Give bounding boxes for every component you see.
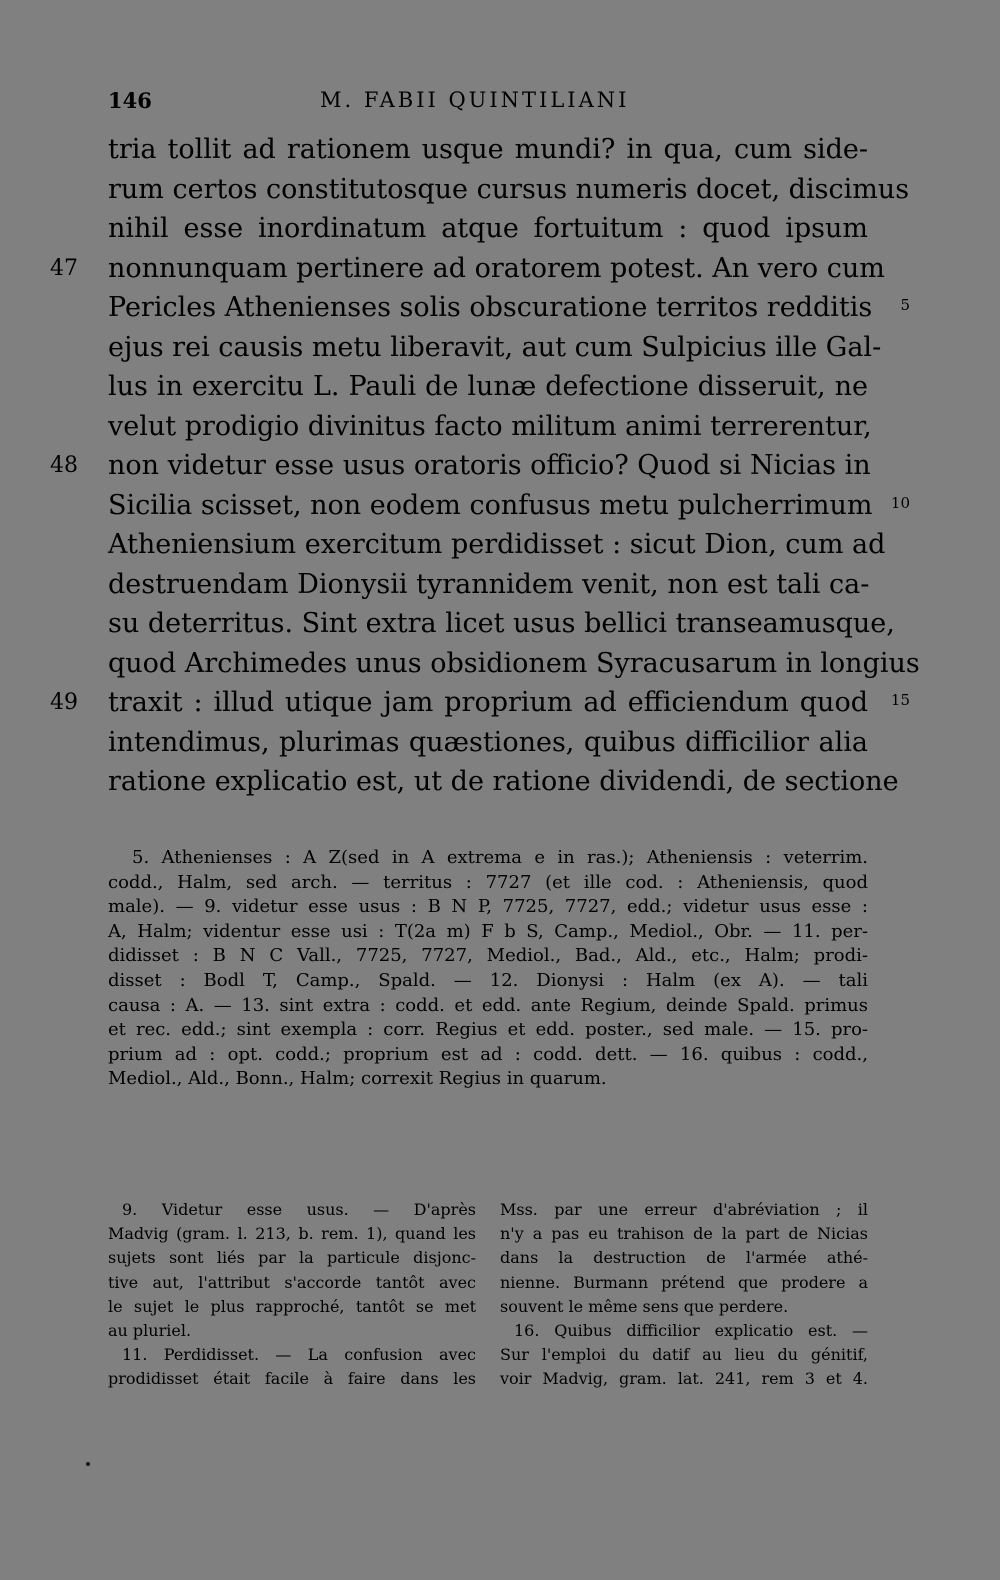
text-line: [108, 486, 910, 526]
running-header: [108, 88, 868, 118]
text-line: [108, 762, 899, 802]
text-line: [108, 565, 868, 605]
note-line: 16. Quibus difficilior explicatio est. —: [514, 1320, 868, 1340]
note-line: souvent le même sens que perdere.: [500, 1296, 789, 1316]
apparatus-line: A, Halm; videntur esse usi : T(2a m) F b S, Camp., Mediol., Obr. — 11. per-: [108, 920, 868, 942]
note-line: le sujet le plus rapproché, tantôt se met: [108, 1296, 476, 1316]
note-line: Sur l'emploi du datif au lieu du génitif,: [500, 1345, 868, 1365]
text-line: [108, 170, 910, 210]
note-line: 9. Videtur esse usus. — D'après: [122, 1200, 476, 1219]
text-line: [108, 525, 886, 565]
main-text: [50, 130, 920, 802]
note-line: prodidisset était facile à faire dans les: [108, 1369, 476, 1389]
apparatus-line: disset : Bodl T, Camp., Spald. — 12. Dionysi : Halm (ex A). — tali: [108, 969, 868, 991]
text-line: [108, 723, 868, 763]
apparatus-line: codd., Halm, sed arch. — territus : 7727 (et ille cod. : Atheniensis, quod: [108, 871, 868, 893]
text-line-content: lus in exercitu L. Pauli de lunæ defectione disseruit, ne: [108, 371, 868, 402]
text-line-content: intendimus, plurimas quæstiones, quibus difficilior alia: [108, 726, 868, 758]
apparatus-line: male). — 9. videtur esse usus : B N P, 7725, 7727, edd.; videtur usus esse :: [108, 896, 868, 918]
text-line-content: velut prodigio divinitus facto militum animi terrerentur,: [108, 410, 872, 442]
text-line: [108, 644, 920, 684]
text-line-content: non videtur esse usus oratoris officio? Quod si Nicias in: [108, 450, 871, 481]
text-line-content: Pericles Athenienses solis obscuratione territos redditis: [108, 292, 873, 323]
note-line: n'y a pas eu trahison de la part de Nicias: [500, 1224, 868, 1244]
text-line: [108, 130, 868, 170]
page-number: 146: [108, 88, 152, 113]
text-line: [50, 249, 885, 289]
note-line: sujets sont liés par la particule disjonc-: [108, 1248, 476, 1268]
text-line-content: nihil esse inordinatum atque fortuitum : quod ipsum: [108, 213, 868, 244]
text-line-content: quod Archimedes unus obsidionem Syracusarum in longius: [108, 647, 920, 679]
note-line: nienne. Burmann prétend que prodere a: [500, 1272, 868, 1292]
text-line-content: traxit : illud utique jam proprium ad efficiendum quod: [108, 687, 868, 718]
apparatus-line: Mediol., Ald., Bonn., Halm; correxit Regius in quarum.: [108, 1068, 607, 1090]
section-number: 49: [50, 690, 78, 715]
text-line-content: destruendam Dionysii tyrannidem venit, non est tali ca-: [108, 568, 870, 600]
section-number: 47: [50, 255, 78, 281]
text-line-content: tria tollit ad rationem usque mundi? in qua, cum side-: [108, 134, 868, 165]
apparatus-line: 5. Athenienses : A Z(sed in A extrema e in ras.); Atheniensis : veterrim.: [132, 847, 868, 868]
text-line-content: rum certos constitutosque cursus numeris docet, discimus: [108, 173, 910, 205]
text-line: [50, 446, 871, 486]
text-line: [108, 367, 868, 407]
note-line: Mss. par une erreur d'abréviation ; il: [500, 1200, 868, 1219]
note-line: 11. Perdidisset. — La confusion avec: [122, 1345, 476, 1365]
apparatus-line: et rec. edd.; sint exempla : corr. Regius et edd. poster., sed male. — 15. pro-: [108, 1019, 868, 1041]
notes-right-column: [500, 1198, 868, 1392]
paper-speck: [86, 1462, 90, 1466]
running-title: M. FABII QUINTILIANI: [320, 88, 630, 112]
section-number: 48: [50, 453, 78, 478]
text-line: [108, 328, 882, 368]
notes-left-column: [108, 1198, 476, 1392]
text-line: [108, 604, 895, 644]
note-line: dans la destruction de l'armée athé-: [500, 1248, 868, 1268]
text-line-content: ejus rei causis metu liberavit, aut cum Sulpicius ille Gal-: [108, 331, 882, 363]
line-number: 15: [890, 691, 910, 709]
apparatus-line: prium ad : opt. codd.; proprium est ad : codd. dett. — 16. quibus : codd.,: [108, 1043, 868, 1065]
note-line: au pluriel.: [108, 1320, 192, 1340]
note-line: Madvig (gram. l. 213, b. rem. 1), quand les: [108, 1224, 476, 1244]
apparatus-line: causa : A. — 13. sint extra : codd. et edd. ante Regium, deinde Spald. primus: [108, 994, 868, 1016]
text-line-content: Sicilia scisset, non eodem confusus metu pulcherrimum: [108, 489, 873, 521]
text-line: [108, 407, 872, 447]
text-line-content: nonnunquam pertinere ad oratorem potest. An vero cum: [108, 252, 885, 284]
text-line: [50, 683, 910, 723]
line-number: 5: [900, 296, 910, 314]
line-number: 10: [890, 493, 910, 512]
text-line: [108, 209, 868, 249]
text-line-content: ratione explicatio est, ut de ratione dividendi, de sectione: [108, 766, 899, 797]
text-line: [108, 288, 910, 328]
critical-apparatus: [108, 846, 868, 1092]
apparatus-line: didisset : B N C Vall., 7725, 7727, Mediol., Bad., Ald., etc., Halm; prodi-: [108, 945, 868, 967]
note-line: tive aut, l'attribut s'accorde tantôt avec: [108, 1272, 476, 1292]
note-line: voir Madvig, gram. lat. 241, rem 3 et 4.: [500, 1369, 868, 1389]
text-line-content: Atheniensium exercitum perdidisset : sicut Dion, cum ad: [108, 529, 886, 560]
text-line-content: su deterritus. Sint extra licet usus bellici transeamusque,: [108, 608, 895, 639]
